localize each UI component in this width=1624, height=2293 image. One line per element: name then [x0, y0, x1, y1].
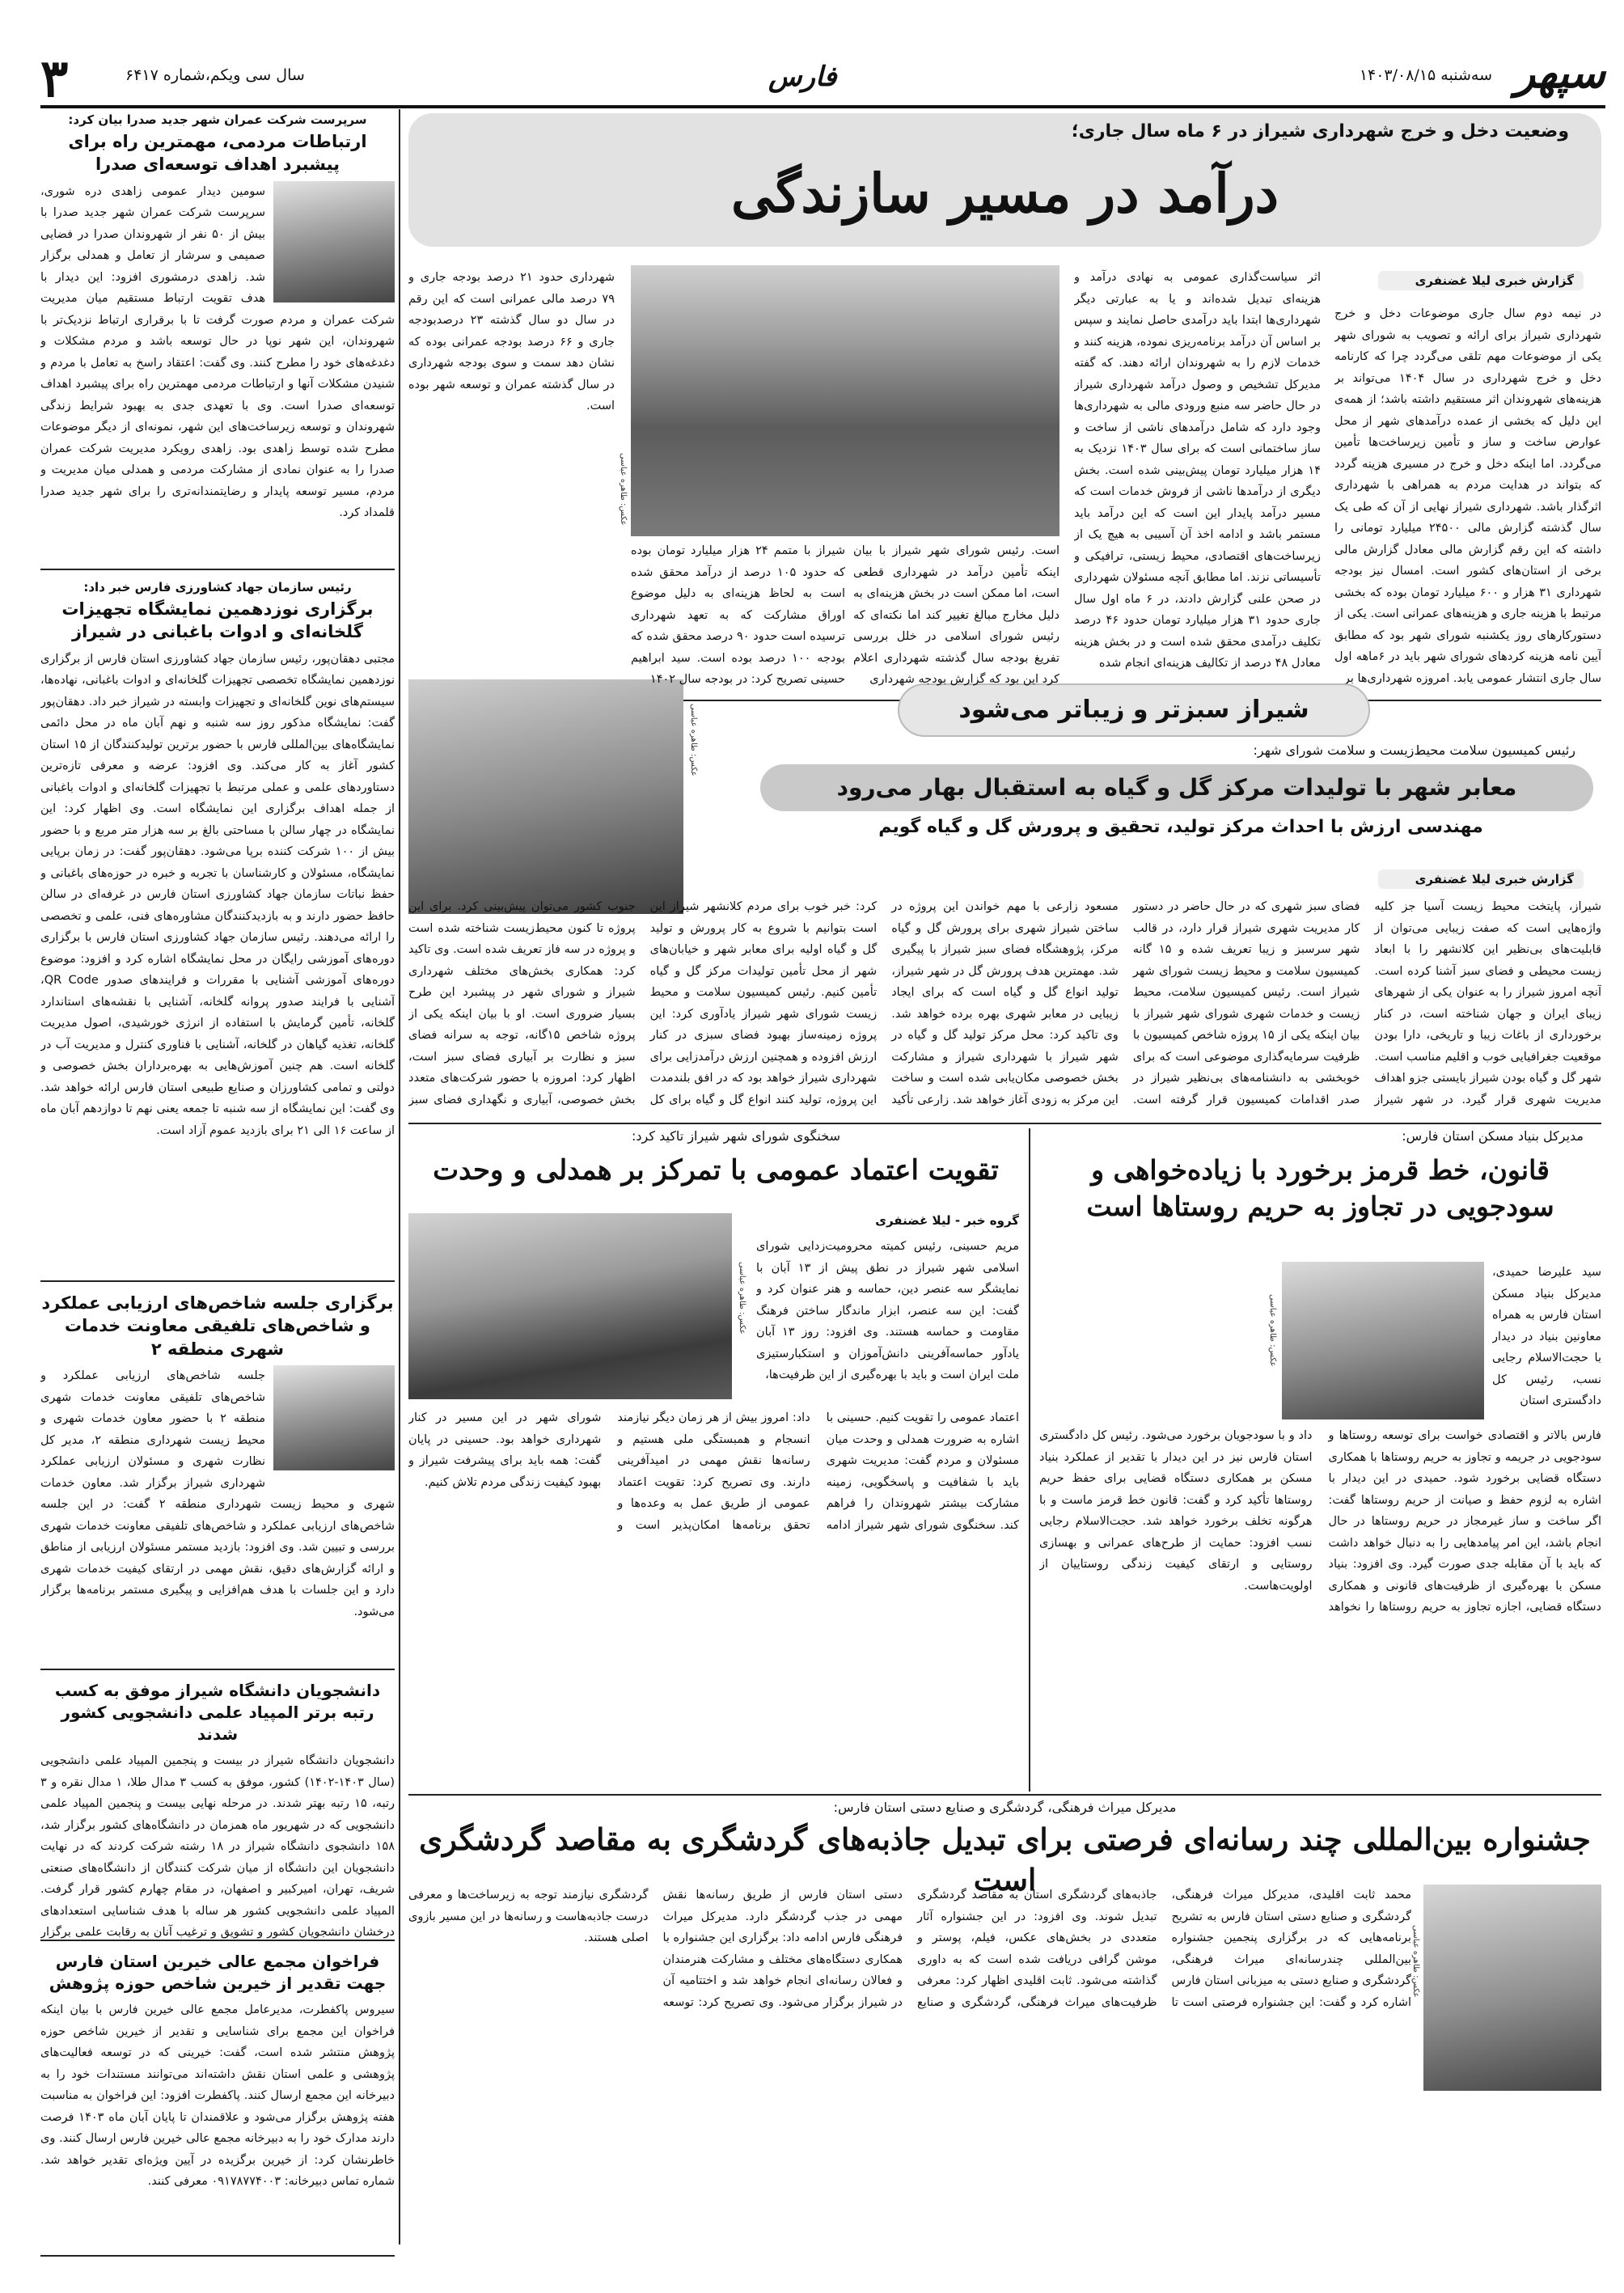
s3-body-text: جلسه شاخص‌های ارزیابی عملکرد و شاخص‌های تلفیقی معاونت خدمات شهری منطقه ۲ با حضور معاون خدمات شهری و محیط زیست شهرداری منطقه ۲، مدیر کل نظارت شهری و مسئولان ارزیابی عملکرد شهرداری شیراز برگزار شد. معاون خدمات شهری و محیط زیست شهرداری منطقه ۲ گفت: در این جلسه شاخص‌های ارزیابی عملکرد و شاخص‌های تلفیقی معاونت خدمات شهری بررسی و تبیین شد. وی افزود: بازدید مستمر مسئولان ارزیابی از مناطق و ارائه گزارش‌های دقیق، نقش مهمی در ارتقای کیفیت خدمات شهری دارد و این جلسات با هدف هم‌افزایی و پیگیری مستمر برنامه‌ها برگزار می‌شود.: [40, 1369, 395, 1618]
sec3-photo-credit: عکس: طاهره عباسی: [1268, 1294, 1277, 1367]
main-body-part-5: شهرداری حدود ۲۱ درصد بودجه جاری و ۷۹ درصد مالی عمرانی است که این رقم در سال دو سال گذشته ۲۳ درصدبودجه جاری و ۶۶ درصد بودجه عمرانی بوده که نشان دهد سمت و سوی بودجه شهرداری در سال گذشته عمران و توسعه شهر بوده است.: [408, 271, 615, 412]
main-body-part-2: اثر سیاست‌گذاری عمومی به نهادی درآمد و هزینه‌ای تبدیل شده‌اند و یا به عبارتی دیگر شهرداری‌ها ابتدا باید درآمدی حاصل نمایند و سپس بر اساس آن درآمد برنامه‌ریزی نموده، هزینه کنند و خدمات لازم را به شهروندان ارائه دهند. که گفته مدیرکل تشخیص و وصول درآمد شهرداری شیراز در حال حاضر سه منبع ورودی مالی به شهرداری‌ها وجود دارد که شامل درآمدهای ناشی از ساخت و ساز ساختمانی است که برای سال ۱۴۰۳ نزدیک به ۱۴ هزار میلیارد تومان پیش‌بینی شده است. بخش دیگری از درآمدها ناشی از فروش خدمات است که مسیر درآمد پایدار این است که این درآمد باید مستمر باشد و ادامه اخذ آن آسیبی به هیچ یک از زیرساخت‌های اقتصادی، محیط زیستی، ترافیکی و تأسیساتی نزند. اما مطابق آنچه مسئولان شهرداری در صحن علنی گزارش دادند، در ۶ ماه اول سال جاری حدود ۳۱ هزار میلیارد تومان حدود ۴۶ درصد تکلیف درآمدی محقق شده است و در بخش هزینه معادل ۴۸ درصد از تکالیف هزینه‌ای انجام شده: [1074, 271, 1321, 670]
main-body-part-4: شیراز با متمم ۲۴ هزار میلیارد تومان بوده که حدود ۱۰۵ درصد از درآمد محقق شده است به لحاظ هزینه‌ای به دلیل موضوع اوراق مشارکت که به تعهد شهرداری ترسیده است حدود ۹۰ درصد محقق شده که بودجه ۱۰۰ درصد بوده است. سید ابراهیم حسینی تصریح کرد: در بودجه سال ۱۴۰۲: [631, 544, 845, 686]
s2-title: برگزاری نوزدهمین نمایشگاه تجهیزات گلخانه‌ای و ادوات باغبانی در شیراز: [61, 599, 374, 642]
sec3-body-a: [1492, 1262, 1601, 1419]
s4-body: [40, 1750, 395, 1941]
sec3-photo: [1282, 1262, 1484, 1419]
middle-lead: رئیس کمیسیون سلامت محیط‌زیست و سلامت شورای شهر:: [1253, 742, 1575, 758]
s2-body-text: مجتبی دهقان‌پور، رئیس سازمان جهاد کشاورزی استان فارس از برگزاری نوزدهمین نمایشگاه تخصصی تجهیزات گلخانه‌ای و ادوات باغبانی، نهاده‌ها، سیستم‌های نوین گلخانه‌ای و تجهیزات وابسته در شیراز خبر داد. دهقان‌پور گفت: نمایشگاه مذکور روز سه شنبه و نهم آبان ماه در محل دائمی نمایشگاه‌های بین‌المللی فارس با حضور برترین تولیدکنندگان از ۱۵ استان کشور آغاز به کار می‌کند. وی افزود: عرضه و معرفی تازه‌ترین دستاوردهای علمی و عملی مرتبط با تجهیزات گلخانه‌ای و ادوات باغبانی از جمله اهداف برگزاری این نمایشگاه است. وی اظهار کرد: این نمایشگاه در چهار سالن با مساحتی بالغ بر سه هزار متر مربع و با حضور بیش از ۱۰۰ شرکت کننده برپا می‌شود. دهقان‌پور گفت: در زمان برپایی نمایشگاه، مسئولان و کارشناسان با تجربه و خبره در حوزه‌های باغبانی و حفظ نباتات سازمان جهاد کشاورزی استان فارس در غرفه‌ای در سالن حافظ حضور دارند و به بازدیدکنندگان مشاوره‌های فنی، علمی و تخصصی را ارائه می‌دهند. رئیس سازمان جهاد کشاورزی استان فارس با برگزاری دوره‌های آموزشی رایگان در محل نمایشگاه اشاره کرد و افزود: موضوع دوره‌های آموزشی آشنایی با مقررات و فرایندهای صدور QR Code، آشنایی با فرایند صدور پروانه گلخانه، آشنایی با نقشه‌های استاندارد گلخانه، تأمین گرمایش با استفاده از انرژی خورشیدی، اصول مدیریت گلخانه، تغذیه گیاهان در گلخانه، آشنایی با فناوری کنترل و مدیریت آب در گلخانه است. هم چنین آموزش‌هایی به بهره‌برداران بخش خصوصی و دولتی و تمامی کشاورزان و صنایع طبیعی استان فارس ارائه خواهد شد. وی گفت: این نمایشگاه از سه شنبه تا جمعه یعنی نهم تا دوازدهم آبان ماه از ساعت ۱۶ الی ۲۱ برای بازدید عموم آزاد است.: [40, 652, 395, 1137]
sec5-photo: [1423, 1885, 1601, 2091]
main-body-col1: [1334, 303, 1601, 692]
issue-date: سه‌شنبه ۱۴۰۳/۰۸/۱۵: [1359, 66, 1492, 84]
sec3-lead: مدیرکل بنیاد مسکن استان فارس:: [1402, 1128, 1584, 1144]
left-column: [40, 109, 395, 2244]
page-header: [40, 49, 1605, 108]
section-name: فارس: [768, 61, 837, 93]
sec3-body-part-2: فارس بالاتر و اقتصادی خواست برای توسعه روستاها و سودجویی در جریمه و تجاوز به حریم روستاها با همکاری دستگاه قضایی برخورد شود. حمیدی در این دیدار با اشاره به لزوم حفظ و صیانت از حریم روستاها گفت: اگر ساخت و ساز غیرمجاز در حریم روستاها در حال انجام باشد، این امر پیامدهایی را به دنبال خواهد داشت که باید با آن مقابله جدی صورت گیرد. وی افزود: بنیاد مسکن با بهره‌گیری از ظرفیت‌های قانونی و همکاری دستگاه قضایی، اجازه تجاوز به حریم روستاها را نخواهد داد و با سودجویان برخورد می‌شود. رئیس کل دادگستری استان فارس نیز در این دیدار با تقدیر از عملکرد بنیاد مسکن بر همکاری دستگاه قضایی برای حفظ حریم روستاها تأکید کرد و گفت: قانون خط قرمز ماست و با هرگونه تخلف برخورد خواهد شد. حجت‌الاسلام رجایی نسب افزود: حمایت از طرح‌های عمرانی و بهسازی روستایی و ارتقای کیفیت زندگی روستاییان از اولویت‌هاست.: [1039, 1429, 1601, 1614]
sec4-body-part-2: اعتماد عمومی را تقویت کنیم. حسینی با اشاره به ضرورت همدلی و وحدت میان مسئولان و مردم گفت: مدیریت شهری باید با شفافیت و پاسخگویی، زمینه مشارکت بیشتر شهروندان را فراهم کند. سخنگوی شورای شهر شیراز ادامه داد: امروز بیش از هر زمان دیگر نیازمند انسجام و همبستگی ملی هستیم و رسانه‌ها نقش مهمی در امیدآفرینی دارند. وی تصریح کرد: تقویت اعتماد عمومی از طریق عمل به وعده‌ها و تحقق برنامه‌ها امکان‌پذیر است و شورای شهر در این مسیر در کنار شهرداری خواهد بود. حسینی در پایان گفت: همه باید برای پیشرفت شیراز و بهبود کیفیت زندگی مردم تلاش کنیم.: [408, 1411, 1019, 1532]
s3-body: [40, 1365, 395, 1622]
sec4-body: [408, 1407, 1019, 1787]
rule-left-column: [399, 109, 400, 2244]
sec5-body: محمد ثابت اقلیدی، مدیرکل میراث فرهنگی، گردشگری و صنایع دستی استان فارس به تشریح برنامه‌هایی که در برگزاری پنجمین جشنواره بین‌المللی چندرسانه‌ای میراث فرهنگی، گردشگری و صنایع دستی به میزبانی استان فارس اشاره کرد و گفت: این جشنواره فرصتی است تا جاذبه‌های گردشگری استان به مقاصد گردشگری تبدیل شوند. وی افزود: در این جشنواره آثار متعددی در بخش‌های عکس، فیلم، پوستر و موشن گرافی دریافت شده است که به داوری گذاشته می‌شود. ثابت اقلیدی اظهار کرد: معرفی ظرفیت‌های میراث فرهنگی، گردشگری و صنایع دستی استان فارس از طریق رسانه‌ها نقش مهمی در جذب گردشگر دارد. مدیرکل میراث فرهنگی فارس ادامه داد: برگزاری این جشنواره با همکاری دستگاه‌های مختلف و مشارکت هنرمندان و فعالان رسانه‌ای انجام خواهد شد و اختتامیه آن در شیراز برگزار می‌شود. وی تصریح کرد: توسعه گردشگری نیازمند توجه به زیرساخت‌ها و معرفی درست جاذبه‌هاست و رسانه‌ها در این مسیر بازوی اصلی هستند.: [408, 1889, 1411, 2009]
sec4-photo-credit: عکس: طاهره عباسی: [738, 1262, 746, 1335]
main-body-part-1: در نیمه دوم سال جاری موضوعات دخل و خرج شهرداری شیراز برای ارائه و تصویب به شورای شهر یکی از موضوعات مهم تلقی می‌گردد چرا که کارنامه دخل و خرج شهرداری در سال ۱۴۰۴ می‌تواند بر هزینه‌های شهروندان اثر مستقیم داشته باشد؛ از همه‌ی این دلیل که بخشی از عمده درآمدهای شهر از محل عوارض ساخت و ساز و تأمین زیرساخت‌ها تأمین می‌گردد. اما اینکه دخل و خرج در مسیری هزینه گردد که بتواند در هدایت مردم به همراهی با شهرداری اثرگذار باشد. شهرداری شیراز نهایی از آن که طی یک سال گذشته گزارش مالی ۲۴۵۰۰ میلیارد تومانی را داشته که این رقم گزارش مالی معادل گزارش مالی برخی از استان‌های کشور است. امسال نیز بودجه شهرداری ۳۱ هزار و ۶۰۰ میلیارد تومان بوده که بخشی مرتبط با هزینه جاری و هزینه‌های عمرانی است. یکی از دستورکارهای روز یکشنبه شورای شهر بود که مطابق آیین نامه هزینه کردهای شورای شهر باید در ۶ماهه اول سال جاری انتشار عمومی یابد. امروزه شهرداری‌ها بر: [1334, 307, 1601, 685]
main-body-col3: [853, 540, 1059, 692]
left-section-5: [40, 1948, 395, 2257]
main-photo: [631, 265, 1059, 536]
middle-photo-credit: عکس: طاهره عباسی: [689, 704, 698, 776]
middle-title: شیراز سبزتر و زیباتر می‌شود: [958, 696, 1309, 724]
s5-title: فراخوان مجمع عالی خیرین استان فارس جهت تقدیر از خیرین شاخص حوزه پژوهش: [49, 1952, 387, 1993]
s1-lead: سرپرست شرکت عمران شهر جدید صدرا بیان کرد:: [68, 112, 367, 127]
s4-body-text: دانشجویان دانشگاه شیراز در بیست و پنجمین المپیاد علمی دانشجویی (سال ۱۴۰۳-۱۴۰۲) کشور، موفق به کسب ۳ مدال طلا، ۱ مدال نقره و ۳ رتبه، ۱۵ رتبه بهتر شدند. در مرحله نهایی بیست و پنجمین المپیاد علمی دانشجویی که در شهریور ماه همزمان در دانشگاه‌های کشور برگزار شد، ۱۵۸ دانشجوی دانشگاه شیراز در ۱۸ رشته شرکت کردند که در نهایت دانشجویان این دانشگاه از میان شرکت کنندگان از دانشگاه‌های صنعتی شریف، تهران، امیرکبیر و اصفهان، در مقام چهارم کشور قرار گرفت. المپیاد علمی دانشجویی کشور هر ساله با هدف شناسایی استعدادهای درخشان دانشجویان کشور و تشویق و ترغیب آنان به رقابت علمی برگزار: [40, 1754, 395, 1939]
main-body-col4: [631, 540, 845, 692]
main-title: درآمد در مسیر سازندگی: [730, 162, 1279, 225]
sec4-body-side: [756, 1236, 1019, 1402]
s2-lead: رئیس سازمان جهاد کشاورزی فارس خبر داد:: [83, 580, 352, 594]
sec4-body-part-1: مریم حسینی، رئیس کمیته محرومیت‌زدایی شورای اسلامی شهر شیراز در نطق پیش از ۱۳ آبان با نمایشگر سه عنصر دین، حماسه و هنر عنوان کرد و گفت: این سه عنصر، ابزار ماندگار ساختن فرهنگ مقاومت و حماسه هستند. وی افزود: روز ۱۳ آبان یادآور حماسه‌آفرینی دانش‌آموزان و استکبارستیزی ملت ایران است و باید با بهره‌گیری از این ظرفیت‌ها،: [756, 1240, 1019, 1381]
s1-body-text: سومین دیدار عمومی زاهدی دره شوری، سرپرست شرکت عمران شهر جدید صدرا با بیش از ۵۰ نفر از شهروندان صدرا در فضایی صمیمی و سرشار از تعامل و همدلی برگزار شد. زاهدی درمشوری افزود: این دیدار با هدف تقویت ارتباط مستقیم میان مدیریت شرکت عمران و مردم صورت گرفت تا با برقراری ارتباط نزدیک‌تر با شهروندان، این شهر نوپا در حال توسعه باشد و مردم مشکلات و دغدغه‌های خود را مطرح کنند. وی گفت: اعتقاد راسخ به تعامل با مردم و شنیدن مشکلات آنها و ارتباطات مردمی مهمترین راه برای پیشبرد اهداف توسعه‌ای صدرا است. وی با تعهدی جدی به بهبود شرایط زندگی شهروندان و توسعه زیرساخت‌های این شهر، نمونه‌ای از دیگر موضوعات مطرح شده توسط زاهدی بود. زاهدی رویکرد مدیریت شرکت عمران صدرا را به عنوان نمادی از مشارکت مردمی و همدلی میان مدیریت و مردم، مسیر توسعه پایدار و رضایتمندانه‌تری را برای شهر جدید صدرا قلمداد کرد.: [40, 184, 395, 520]
main-body-col2: [1074, 267, 1321, 692]
sec4-title: تقویت اعتماد عمومی با تمرکز بر همدلی و وحدت: [433, 1154, 999, 1187]
sec5-lead: مدیرکل میراث فرهنگی، گردشگری و صنایع دستی استان فارس:: [833, 1800, 1177, 1815]
middle-subtitle: معابر شهر با تولیدات مرکز گل و گیاه به استقبال بهار می‌رود: [836, 774, 1517, 801]
sec3-body: [1039, 1425, 1601, 1789]
left-section-4: [40, 1677, 395, 1941]
s3-photo: [273, 1365, 395, 1470]
left-section-2: [40, 577, 395, 1282]
main-report-badge: گزارش خبری لیلا غضنفری: [1378, 271, 1584, 290]
sec3-title: قانون، خط قرمز برخورد با زیاده‌خواهی و سودجویی در تجاوز به حریم روستاها است: [1086, 1154, 1554, 1222]
sec5-photo-credit: عکس: طاهره عباسی: [1411, 1925, 1420, 1998]
main-kicker: وضعیت دخل و خرج شهرداری شیراز در ۶ ماه سال جاری؛: [1071, 121, 1569, 142]
newspaper-logo: سپهر: [1515, 49, 1605, 98]
main-body-col5: [408, 267, 615, 692]
sec4-lead: سخنگوی شورای شهر شیراز تاکید کرد:: [632, 1128, 840, 1144]
s1-photo: [273, 181, 395, 302]
middle-body: شیراز، پایتخت محیط زیست آسیا جز کلیه واژه‌هایی است که صفت زیبایی می‌توان از قابلیت‌های بی‌نظیر این کلانشهر را با ابعاد زیست محیطی و فضای سبز آشنا کرده است. آنچه امروز شیراز را به عنوان یکی از شهرهای زیبای ایران و جهان شناخته است، در کنار برخورداری از باغات زیبا و تاریخی، دارا بودن موقعیت جغرافیایی خوب و اقلیم مناسب است. شهر گل و گیاه بودن شیراز بایستی جزو اهداف مدیریت شهری قرار گیرد. در شهر شیراز فضای سبز شهری که در حال حاضر در دستور کار مدیریت شهری شیراز قرار دارد، در قالب شهر سرسبز و زیبا تعریف شده و ۱۵ گانه کمیسیون سلامت و محیط زیست شورای شهر شیراز است. رئیس کمیسیون سلامت، محیط زیست و خدمات شهری شورای شهر شیراز با بیان اینکه یکی از ۱۵ پروژه شاخص کمیسیون با ظرفیت سرمایه‌گذاری موضوعی است که برای خوبخشی به دانشنامه‌های بی‌نظیر شیراز در صدر اقدامات کمیسیون قرار گرفته است. مسعود زارعی با مهم خواندن این پروژه در ساختن شیراز شهری برای پرورش گل و گیاه مرکز، پژوهشگاه فضای سبز شیراز با پیگیری شد. مهمترین هدف پرورش گل در شهر شیراز، تولید انواع گل و گیاه است که برای ایجاد زیبایی در معابر شهری بهره برده خواهد شد. وی تاکید کرد: محل مرکز تولید گل و گیاه در شهر شیراز با شهرداری شیراز و مشارکت بخش خصوصی مکان‌یابی شده است و ساخت این مرکز به زودی آغاز خواهد شد. زارعی تأکید کرد: خبر خوب برای مردم کلانشهر شیراز این است بتوانیم با شروع به کار پرورش و تولید گل و گیاه اولیه برای معابر شهر و خیابان‌های شهر از محل تأمین تولیدات مرکز گل و گیاه تأمین کنیم. رئیس کمیسیون سلامت و محیط زیست شورای شهر شیراز یادآوری کرد: این پروژه زمینه‌ساز بهبود فضای سبزی در کنار ارزش افزوده و همچنین ارزش درآمدزایی برای شهرداری شیراز خواهد بود که در افق بلندمدت این پروژه، تولید کنند انواع گل و گیاه برای کل جنوب کشور می‌توان پیش‌بینی کرد. برای این پروژه تا کنون محیط‌زیست شناخته شده است و پروژه در سه فاز تعریف شده است. وی تاکید کرد: همکاری بخش‌های مختلف شهرداری شیراز و شورای شهر در پیشبرد این طرح بسیار ضروری است. او با بیان اینکه یکی از پروژه شاخص ۱۵گانه، توجه به سرانه فضای سبز و نظارت بر آبیاری فضای سبز است، اظهار کرد: امروزه با حضور شرکت‌های متعدد بخش خصوصی، آبیاری و نگهداری فضای سبز: [408, 900, 1601, 1106]
s1-title: ارتباطات مردمی، مهمترین راه برای پیشبرد اهداف توسعه‌ای صدرا: [68, 132, 367, 175]
s4-title: دانشجویان دانشگاه شیراز موفق به کسب رتبه برتر المپیاد علمی دانشجویی کشور شدند: [54, 1681, 381, 1744]
issue-number: سال سی ویکم،شماره ۶۴۱۷: [125, 66, 305, 84]
rule-middle-bottom: [408, 1123, 1601, 1124]
s1-body: [40, 181, 395, 524]
main-body-part-3: است. رئیس شورای شهر شیراز با بیان اینکه تأمین درآمد در شهرداری قطعی است، اما ممکن است در بخش هزینه‌ای به دلیل مخارج مبالغ تغییر کند اما نکته‌ای که رئیس شورای اسلامی در خلل بررسی تفریغ بودجه سال گذشته شهرداری اعلام کرد این بود که گزارش بودجه شهرداری: [853, 544, 1059, 686]
rule-sec3-sec4: [1029, 1128, 1030, 1792]
rule-sec5-top: [408, 1794, 1601, 1796]
s3-title: برگزاری جلسه شاخص‌های ارزیابی عملکرد و شاخص‌های تلفیقی معاونت خدمات شهری منطقه ۲: [41, 1293, 394, 1359]
middle-photo: [408, 679, 683, 914]
s2-body: [40, 649, 395, 1142]
middle-subtitle-pill: [760, 764, 1593, 811]
page-number: ۳: [40, 49, 69, 109]
sec5-title: جشنواره بین‌المللی چند رسانه‌ای فرصتی برای تبدیل جاذبه‌های گردشگری به مقاصد گردشگری است: [419, 1821, 1591, 1897]
s5-body-text: سیروس پاکفطرت، مدیرعامل مجمع عالی خیرین فارس با بیان اینکه فراخوان این مجمع برای شناسایی و تقدیر از خیرین شاخص حوزه پژوهش منتشر شده است، گفت: خیرینی که در توسعه فعالیت‌های پژوهشی و علمی استان نقش داشته‌اند می‌توانند مستندات خود را به دبیرخانه این مجمع ارسال کنند. پاکفطرت افزود: این فراخوان به مناسبت هفته پژوهش برگزار می‌شود و علاقمندان تا پایان آبان ماه ۱۴۰۳ فرصت دارند مدارک خود را به دبیرخانه مجمع عالی خیرین فارس ارسال کنند. وی خاطرنشان کرد: از خیرین برگزیده در آیین ویژه‌ای تقدیر خواهد شد. شماره تماس دبیرخانه: ۰۹۱۷۸۷۷۴۰۰۳ معرفی کنند.: [40, 2003, 395, 2188]
s5-body: [40, 1999, 395, 2193]
middle-report-badge: گزارش خبری لیلا غضنفری: [1378, 869, 1584, 889]
main-photo-credit: عکس: طاهره عباسی: [619, 453, 628, 526]
left-section-3: [40, 1288, 395, 1670]
sec4-photo: [408, 1213, 732, 1399]
sec3-body-part-1: سید علیرضا حمیدی، مدیرکل بنیاد مسکن استان فارس به همراه معاونین بنیاد در دیدار با حجت‌الاسلام رجایی نسب، رئیس کل دادگستری استان: [1492, 1266, 1601, 1407]
left-section-1: [40, 109, 395, 570]
middle-deck: مهندسی ارزش با احداث مرکز تولید، تحقیق و پرورش گل و گیاه گویم: [878, 817, 1483, 837]
main-title-box: [408, 113, 1601, 247]
sec4-byline: گروه خبر - لیلا غضنفری: [875, 1213, 1019, 1228]
